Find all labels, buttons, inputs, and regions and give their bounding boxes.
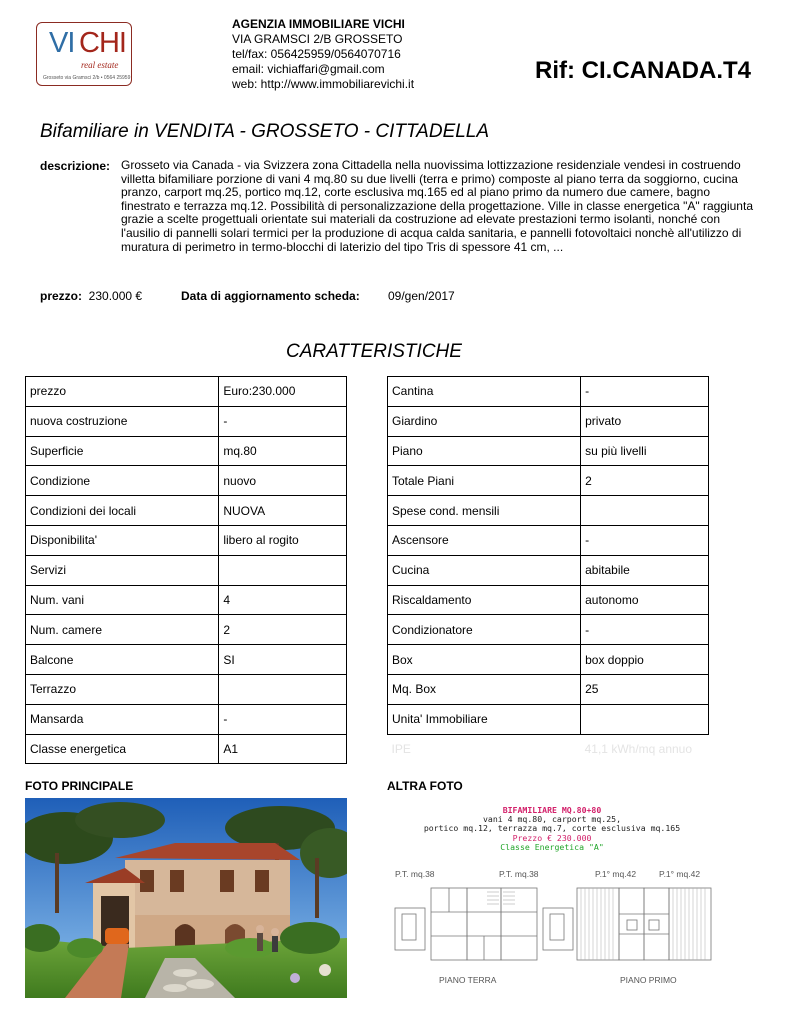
- feature-value: nuovo: [219, 466, 347, 496]
- villa-rendering-image: [25, 798, 347, 998]
- plan-ground-floor-label: PIANO TERRA: [439, 975, 497, 985]
- feature-row: [26, 555, 347, 585]
- feature-row: [26, 496, 347, 526]
- feature-row: [388, 615, 709, 645]
- agency-info: [232, 17, 414, 92]
- feature-value: [219, 674, 347, 704]
- plan-price: Prezzo € 230.000: [512, 833, 592, 843]
- plan-energy-class: Classe Energetica "A": [500, 842, 604, 852]
- floor-plan-image[interactable]: [387, 798, 717, 1000]
- main-photo[interactable]: [25, 798, 347, 998]
- plan-line-2: vani 4 mq.80, carport mq.25,: [482, 814, 622, 824]
- features-section-title: CARATTERISTICHE: [286, 341, 462, 362]
- logo-address: Grosseto via Gramsci 2/b • 0564 25959: [43, 75, 131, 81]
- feature-row: [26, 734, 347, 764]
- feature-row: [388, 704, 709, 734]
- plan-title: BIFAMILIARE MQ.80+80: [502, 805, 602, 815]
- agency-address: VIA GRAMSCI 2/B GROSSETO: [232, 32, 403, 46]
- feature-key: Num. vani: [26, 585, 219, 615]
- logo-vi-text: VI: [49, 27, 75, 59]
- feature-value: Euro:230.000: [219, 377, 347, 407]
- feature-key: Giardino: [388, 406, 581, 436]
- feature-value: 41,1 kWh/mq annuo: [581, 734, 709, 764]
- feature-row: [26, 406, 347, 436]
- feature-value: -: [581, 377, 709, 407]
- feature-key: Spese cond. mensili: [388, 496, 581, 526]
- feature-value: 2: [581, 466, 709, 496]
- feature-value: libero al rogito: [219, 525, 347, 555]
- feature-value: 4: [219, 585, 347, 615]
- feature-row: [26, 436, 347, 466]
- agency-logo: [36, 22, 132, 86]
- description-text: Grosseto via Canada - via Svizzera zona Cittadella nella nuovissima lottizzazione residenziale vendesi in costruendo villetta bifamiliare porzione di vani 4 mq.80 su due livelli (terra e primo) composte al piano terra da soggiorno, cucina pranzo, carport mq.25, portico mq.12, corte esclusiva mq.165 ed al piano primo da numero due camere, bagno finestrato e terrazza mq.12. Possibilità di personalizzazione della progettazione. Ville in classe energetica "A" raggiunta grazie a scelte progettuali orientate sui materiali da costruzione ad elevate prestazioni termo isolanti, nonché con l'ausilio di pannelli solari termici per la produzione di acqua calda sanitaria, e pannelli fotovoltaici nonchè all'utilizzo di muratura di perimetro in termo-blocchi di laterizio del tipo Tris di spessore 41 cm, ...: [121, 158, 753, 254]
- feature-value: [581, 496, 709, 526]
- feature-key: Mq. Box: [388, 674, 581, 704]
- plan-pt-right-label: P.T. mq.38: [499, 869, 539, 879]
- listing-title: Bifamiliare in VENDITA - GROSSETO - CITTADELLA: [40, 121, 490, 142]
- feature-key: Mansarda: [26, 704, 219, 734]
- feature-row: [26, 585, 347, 615]
- feature-key: Servizi: [26, 555, 219, 585]
- feature-key: Riscaldamento: [388, 585, 581, 615]
- feature-row: [26, 704, 347, 734]
- feature-row: [388, 406, 709, 436]
- listing-reference: Rif: CI.CANADA.T4: [535, 57, 751, 84]
- agency-phone: tel/fax: 056425959/0564070716: [232, 47, 401, 61]
- feature-row: [388, 377, 709, 407]
- feature-key: Ascensore: [388, 525, 581, 555]
- feature-value: -: [219, 406, 347, 436]
- agency-web[interactable]: web: http://www.immobiliarevichi.it: [232, 77, 415, 91]
- feature-value: -: [581, 525, 709, 555]
- feature-row: [26, 674, 347, 704]
- logo-subtitle: real estate: [81, 60, 119, 70]
- feature-value: 25: [581, 674, 709, 704]
- feature-value: su più livelli: [581, 436, 709, 466]
- plan-first-floor-label: PIANO PRIMO: [620, 975, 677, 985]
- feature-key: Classe energetica: [26, 734, 219, 764]
- update-date-label: Data di aggiornamento scheda:: [181, 289, 360, 303]
- floor-plan-drawing: [387, 882, 717, 966]
- feature-row: [26, 466, 347, 496]
- feature-value: -: [219, 704, 347, 734]
- feature-row: [388, 555, 709, 585]
- agency-email[interactable]: email: vichiaffari@gmail.com: [232, 62, 385, 76]
- feature-value: 2: [219, 615, 347, 645]
- feature-value: NUOVA: [219, 496, 347, 526]
- feature-key: Superficie: [26, 436, 219, 466]
- feature-key: Totale Piani: [388, 466, 581, 496]
- feature-key: nuova costruzione: [26, 406, 219, 436]
- feature-key: IPE: [388, 734, 581, 764]
- feature-value: autonomo: [581, 585, 709, 615]
- plan-p1-left-label: P.1° mq.42: [595, 869, 637, 879]
- feature-key: Terrazzo: [26, 674, 219, 704]
- plan-p1-right-label: P.1° mq.42: [659, 869, 701, 879]
- feature-value: box doppio: [581, 645, 709, 675]
- other-photo-label: ALTRA FOTO: [387, 779, 463, 793]
- update-date-value: 09/gen/2017: [388, 289, 455, 303]
- feature-row: [26, 615, 347, 645]
- plan-line-3: portico mq.12, terrazza mq.7, corte esclusiva mq.165: [423, 823, 681, 833]
- feature-key: Cucina: [388, 555, 581, 585]
- feature-row: [388, 496, 709, 526]
- logo-chi-text: CHI: [79, 27, 126, 59]
- feature-value: SI: [219, 645, 347, 675]
- feature-row: [388, 734, 709, 764]
- feature-row: [388, 585, 709, 615]
- feature-row: [26, 377, 347, 407]
- feature-key: Disponibilita': [26, 525, 219, 555]
- main-photo-label: FOTO PRINCIPALE: [25, 779, 134, 793]
- feature-value: mq.80: [219, 436, 347, 466]
- feature-value: -: [581, 615, 709, 645]
- features-table-left: [25, 376, 347, 764]
- description-label: descrizione:: [40, 159, 111, 173]
- plan-pt-left-label: P.T. mq.38: [395, 869, 435, 879]
- feature-key: Condizioni dei locali: [26, 496, 219, 526]
- feature-value: A1: [219, 734, 347, 764]
- feature-value: [219, 555, 347, 585]
- feature-key: Cantina: [388, 377, 581, 407]
- features-table-right: [387, 376, 709, 764]
- feature-row: [388, 525, 709, 555]
- feature-key: prezzo: [26, 377, 219, 407]
- feature-row: [26, 525, 347, 555]
- feature-value: privato: [581, 406, 709, 436]
- feature-row: [388, 436, 709, 466]
- feature-row: [388, 645, 709, 675]
- price-label: prezzo:: [40, 289, 82, 303]
- feature-key: Unita' Immobiliare: [388, 704, 581, 734]
- price-value: 230.000 €: [88, 289, 143, 303]
- feature-value: [581, 704, 709, 734]
- feature-value: abitabile: [581, 555, 709, 585]
- feature-key: Piano: [388, 436, 581, 466]
- feature-row: [388, 674, 709, 704]
- feature-row: [26, 645, 347, 675]
- price-line: [40, 289, 142, 303]
- feature-row: [388, 466, 709, 496]
- feature-key: Condizione: [26, 466, 219, 496]
- feature-key: Num. camere: [26, 615, 219, 645]
- feature-key: Box: [388, 645, 581, 675]
- agency-name: AGENZIA IMMOBILIARE VICHI: [232, 17, 405, 31]
- feature-key: Balcone: [26, 645, 219, 675]
- feature-key: Condizionatore: [388, 615, 581, 645]
